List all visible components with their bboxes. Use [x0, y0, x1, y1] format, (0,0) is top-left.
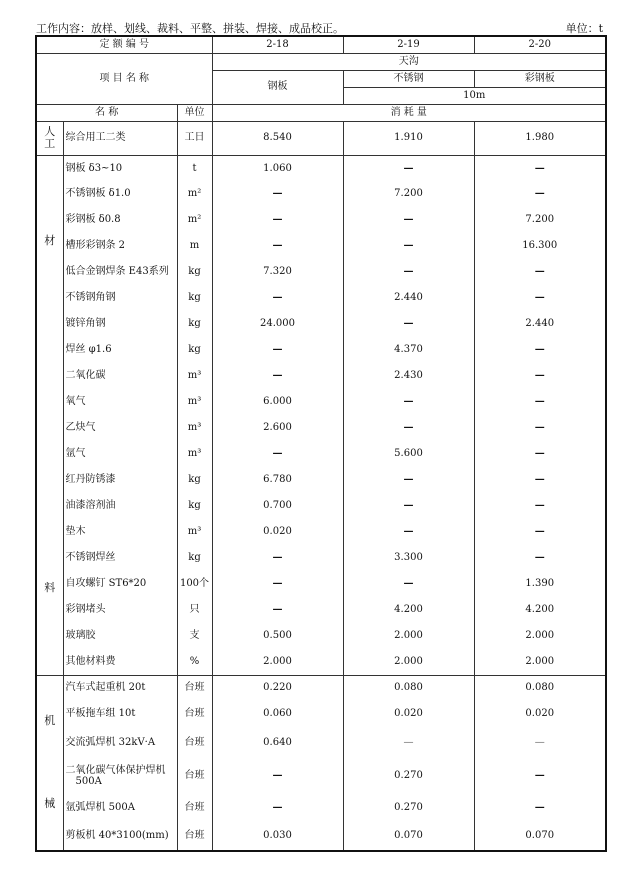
- value-cell: —: [343, 467, 474, 493]
- value-cell: —: [343, 389, 474, 415]
- item-unit: kg: [177, 259, 212, 285]
- value-cell: 6.780: [212, 467, 343, 493]
- item-name: 不锈钢板 δ1.0: [63, 181, 177, 207]
- value-cell: —: [212, 181, 343, 207]
- value-cell: —: [474, 181, 606, 207]
- item-unit: m³: [177, 441, 212, 467]
- work-content: 工作内容：放样、划线、裁料、平整、拼装、焊接、成品校正。: [36, 22, 344, 35]
- value-cell: 4.200: [343, 597, 474, 623]
- item-unit: 100个: [177, 571, 212, 597]
- value-cell: —: [212, 207, 343, 233]
- labor-category: [36, 121, 63, 155]
- value-cell: —: [343, 259, 474, 285]
- value-cell: 2.000: [474, 623, 606, 649]
- material-stainless: 不锈钢: [343, 70, 474, 87]
- item-name: 平板拖车组 10t: [63, 699, 177, 728]
- item-name: 镀锌角钢: [63, 311, 177, 337]
- table-row: [36, 623, 606, 649]
- item-name: 自攻螺钉 ST6*20: [63, 571, 177, 597]
- item-name: 二氧化碳: [63, 363, 177, 389]
- machinery-category: [36, 675, 63, 851]
- value-cell: 1.980: [474, 121, 606, 155]
- value-cell: 4.200: [474, 597, 606, 623]
- item-unit: 台班: [177, 728, 212, 758]
- item-unit: kg: [177, 337, 212, 363]
- value-cell: 2.440: [474, 311, 606, 337]
- value-cell: 7.200: [343, 181, 474, 207]
- value-cell: —: [474, 493, 606, 519]
- value-cell: —: [212, 233, 343, 259]
- quota-number-label: 定 额 编 号: [36, 36, 212, 53]
- value-cell: —: [212, 597, 343, 623]
- table-row: [36, 155, 606, 181]
- item-unit: 台班: [177, 699, 212, 728]
- item-unit: 台班: [177, 794, 212, 821]
- value-cell: —: [474, 441, 606, 467]
- category-label-top: 机: [44, 714, 56, 728]
- value-cell: 0.270: [343, 758, 474, 794]
- value-cell: 2.440: [343, 285, 474, 311]
- col-consumption-header: 消 耗 量: [212, 104, 606, 121]
- item-unit: m: [177, 233, 212, 259]
- value-cell: 5.600: [343, 441, 474, 467]
- item-name: 钢板 δ3~10: [63, 155, 177, 181]
- value-cell: 6.000: [212, 389, 343, 415]
- value-cell: —: [474, 728, 606, 758]
- value-cell: 2.000: [343, 623, 474, 649]
- table-row: [36, 821, 606, 851]
- item-unit: 台班: [177, 758, 212, 794]
- table-row: [36, 467, 606, 493]
- value-cell: —: [474, 467, 606, 493]
- table-row: [36, 441, 606, 467]
- value-cell: 0.500: [212, 623, 343, 649]
- value-cell: 0.070: [343, 821, 474, 851]
- group-row: [36, 53, 606, 70]
- value-cell: —: [474, 259, 606, 285]
- page-header: [36, 20, 603, 34]
- value-cell: 0.080: [474, 675, 606, 699]
- value-cell: 0.220: [212, 675, 343, 699]
- value-cell: —: [474, 545, 606, 571]
- value-cell: —: [474, 285, 606, 311]
- value-cell: —: [343, 311, 474, 337]
- value-cell: —: [212, 441, 343, 467]
- table-row: [36, 597, 606, 623]
- item-name: 综合用工二类: [63, 121, 177, 155]
- quota-table: [35, 35, 607, 852]
- material-color-steel: 彩钢板: [474, 70, 606, 87]
- value-cell: —: [343, 233, 474, 259]
- value-cell: 0.080: [343, 675, 474, 699]
- item-name: 焊丝 φ1.6: [63, 337, 177, 363]
- item-name: 槽形彩钢条 2: [63, 233, 177, 259]
- item-unit: m³: [177, 389, 212, 415]
- code-2-19: 2-19: [343, 36, 474, 53]
- value-cell: 4.370: [343, 337, 474, 363]
- value-cell: —: [474, 415, 606, 441]
- value-cell: 2.000: [212, 649, 343, 675]
- value-cell: —: [474, 758, 606, 794]
- item-unit: m²: [177, 207, 212, 233]
- value-cell: 1.060: [212, 155, 343, 181]
- item-name-label: 项 目 名 称: [36, 53, 212, 104]
- table-row: [36, 758, 606, 794]
- value-cell: —: [474, 389, 606, 415]
- value-cell: —: [474, 794, 606, 821]
- table-row: [36, 675, 606, 699]
- value-cell: 1.390: [474, 571, 606, 597]
- category-label-top: 材: [44, 234, 56, 247]
- item-name: 氩气: [63, 441, 177, 467]
- item-name: 油漆溶剂油: [63, 493, 177, 519]
- table-row: [36, 649, 606, 675]
- value-cell: 7.200: [474, 207, 606, 233]
- item-name: 氩弧焊机 500A: [63, 794, 177, 821]
- value-cell: 0.270: [343, 794, 474, 821]
- value-cell: —: [343, 519, 474, 545]
- value-cell: 1.910: [343, 121, 474, 155]
- table-row: [36, 207, 606, 233]
- value-cell: —: [343, 207, 474, 233]
- item-name: 其他材料费: [63, 649, 177, 675]
- table-row: [36, 259, 606, 285]
- value-cell: —: [474, 519, 606, 545]
- table-row: [36, 233, 606, 259]
- table-row: [36, 519, 606, 545]
- item-unit: kg: [177, 467, 212, 493]
- value-cell: —: [343, 493, 474, 519]
- value-cell: —: [212, 363, 343, 389]
- item-unit: 台班: [177, 821, 212, 851]
- item-unit: m³: [177, 363, 212, 389]
- item-unit: m²: [177, 181, 212, 207]
- item-unit: %: [177, 649, 212, 675]
- value-cell: 0.020: [474, 699, 606, 728]
- table-row: [36, 181, 606, 207]
- item-name: 彩钢堵头: [63, 597, 177, 623]
- value-cell: 0.020: [343, 699, 474, 728]
- value-cell: —: [212, 571, 343, 597]
- value-cell: 0.060: [212, 699, 343, 728]
- value-cell: 0.640: [212, 728, 343, 758]
- material-steel: 钢板: [212, 70, 343, 104]
- value-cell: —: [343, 155, 474, 181]
- value-cell: —: [212, 758, 343, 794]
- table-row: [36, 363, 606, 389]
- table-row: [36, 415, 606, 441]
- table-row: [36, 545, 606, 571]
- item-unit: 只: [177, 597, 212, 623]
- item-name: 低合金钢焊条 E43系列: [63, 259, 177, 285]
- item-name: 汽车式起重机 20t: [63, 675, 177, 699]
- col-unit-header: 单位: [177, 104, 212, 121]
- value-cell: 2.430: [343, 363, 474, 389]
- table-row: [36, 493, 606, 519]
- item-name: 玻璃胶: [63, 623, 177, 649]
- unit-label: 单位：t: [565, 22, 603, 35]
- value-cell: —: [343, 571, 474, 597]
- category-label-bottom: 料: [44, 581, 56, 595]
- table-row: [36, 728, 606, 758]
- item-unit: kg: [177, 493, 212, 519]
- col-name-header: 名 称: [36, 104, 177, 121]
- value-cell: 2.000: [343, 649, 474, 675]
- value-cell: —: [212, 545, 343, 571]
- item-unit: 台班: [177, 675, 212, 699]
- table-row: [36, 285, 606, 311]
- item-name: 不锈钢角钢: [63, 285, 177, 311]
- item-name: 剪板机 40*3100(mm): [63, 821, 177, 851]
- item-name: 不锈钢焊丝: [63, 545, 177, 571]
- item-unit: kg: [177, 311, 212, 337]
- value-cell: —: [474, 155, 606, 181]
- value-cell: —: [343, 415, 474, 441]
- item-unit: 支: [177, 623, 212, 649]
- category-label-bottom: 械: [44, 796, 56, 810]
- item-name: [63, 758, 177, 794]
- value-cell: —: [343, 728, 474, 758]
- table-row: [36, 311, 606, 337]
- code-2-18: 2-18: [212, 36, 343, 53]
- value-cell: 24.000: [212, 311, 343, 337]
- value-cell: —: [212, 285, 343, 311]
- item-name-line2: 500A: [75, 776, 102, 787]
- value-cell: 0.700: [212, 493, 343, 519]
- item-unit: kg: [177, 545, 212, 571]
- value-cell: 8.540: [212, 121, 343, 155]
- item-name: 垫木: [63, 519, 177, 545]
- table-row: [36, 794, 606, 821]
- item-name: 彩钢板 δ0.8: [63, 207, 177, 233]
- table-row: [36, 389, 606, 415]
- value-cell: 0.020: [212, 519, 343, 545]
- value-cell: 2.600: [212, 415, 343, 441]
- item-name: 交流弧焊机 32kV·A: [63, 728, 177, 758]
- value-cell: 0.070: [474, 821, 606, 851]
- table-row: [36, 699, 606, 728]
- item-unit: m³: [177, 519, 212, 545]
- value-cell: 0.030: [212, 821, 343, 851]
- value-cell: 3.300: [343, 545, 474, 571]
- item-name: 红丹防锈漆: [63, 467, 177, 493]
- item-name: 氧气: [63, 389, 177, 415]
- material-category: [36, 155, 63, 675]
- table-row: [36, 337, 606, 363]
- unit-10m: 10m: [343, 87, 606, 104]
- code-2-20: 2-20: [474, 36, 606, 53]
- value-cell: —: [212, 794, 343, 821]
- item-name-line1: 二氧化碳气体保护焊机: [65, 764, 166, 776]
- value-cell: 16.300: [474, 233, 606, 259]
- item-unit: t: [177, 155, 212, 181]
- group-label: 天沟: [212, 53, 606, 70]
- table-row: [36, 121, 606, 155]
- item-unit: m³: [177, 415, 212, 441]
- column-header-row: [36, 104, 606, 121]
- value-cell: —: [212, 337, 343, 363]
- item-unit: kg: [177, 285, 212, 311]
- item-name: 乙炔气: [63, 415, 177, 441]
- code-row: [36, 36, 606, 53]
- item-unit: 工日: [177, 121, 212, 155]
- value-cell: 2.000: [474, 649, 606, 675]
- value-cell: —: [474, 337, 606, 363]
- category-label: 人工: [44, 124, 56, 150]
- value-cell: 7.320: [212, 259, 343, 285]
- value-cell: —: [474, 363, 606, 389]
- table-row: [36, 571, 606, 597]
